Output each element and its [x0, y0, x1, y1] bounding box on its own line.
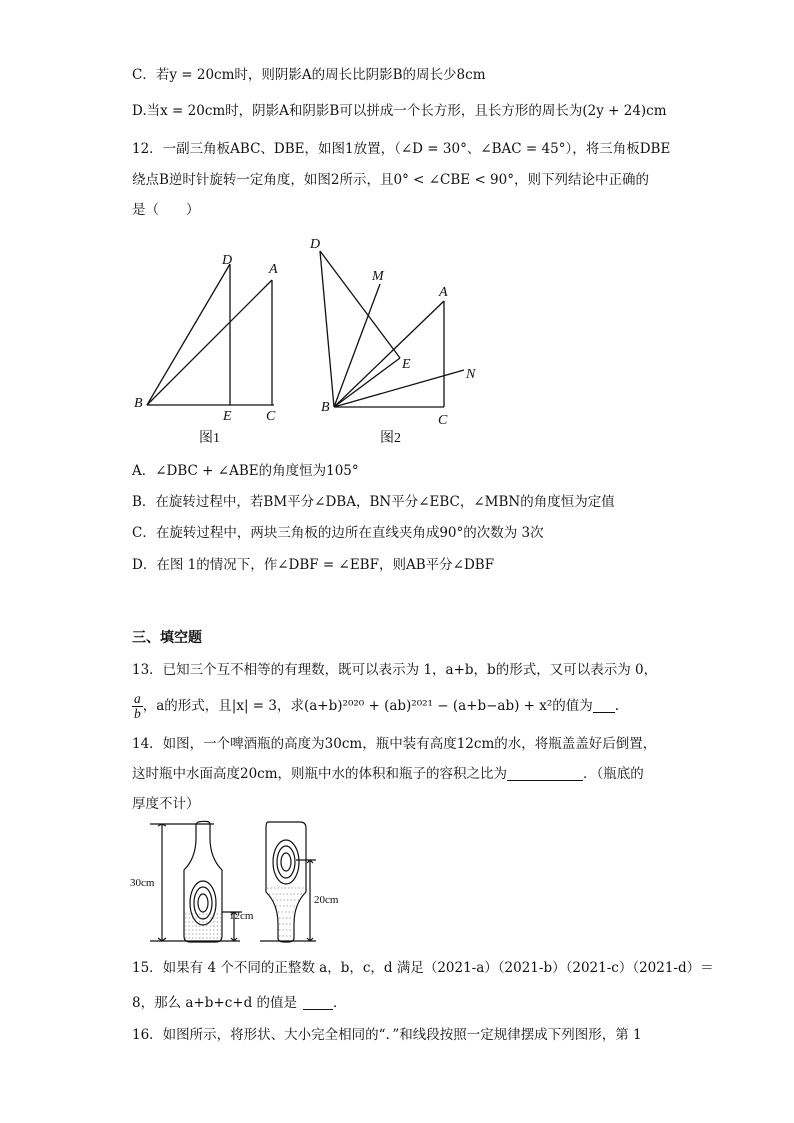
q12-option-c: C．在旋转过程中，两块三角板的边所在直线夹角成90°的次数为 3次: [132, 525, 544, 541]
fig2-label-d: D: [310, 237, 321, 252]
fig1-label-e: E: [223, 409, 232, 424]
q11-option-d: D.当x = 20cm时，阴影A和阴影B可以拼成一个长方形，且长方形的周长为(2y + 24)cm: [132, 103, 667, 119]
fig1-label-d: D: [222, 253, 233, 268]
q14-line2: [132, 764, 644, 784]
q11-option-c: C．若y = 20cm时，则阴影A的周长比阴影B的周长少8cm: [132, 67, 486, 83]
bottle1-water-label: 12cm: [229, 910, 254, 922]
q13-fraction-denominator: b: [134, 706, 141, 721]
fig2-label-m: M: [372, 269, 384, 284]
q12-stem-line1: 12．一副三角板ABC、DBE，如图1放置，（∠D = 30°、∠BAC = 45°），将三角板DBE: [132, 141, 671, 157]
section-heading-fill-blank: 三、填空题: [132, 630, 202, 646]
fig1-label-c: C: [266, 409, 276, 424]
q15-answer-blank[interactable]: [303, 995, 333, 1010]
q15-line2-end: ．: [333, 995, 347, 1011]
q16-line1: 16．如图所示，将形状、大小完全相同的“．”和线段按照一定规律摆成下列图形，第 1: [132, 1027, 642, 1043]
bottle2-water-label: 20cm: [314, 894, 339, 906]
q12-stem-line2: 绕点B逆时针旋转一定角度，如图2所示，且0° < ∠CBE < 90°，则下列结论中正确的: [132, 172, 649, 188]
q13-line2: [132, 691, 619, 721]
q15-line2-text: 8，那么 a+b+c+d 的值是: [132, 995, 297, 1011]
q13-fraction-numerator: a: [134, 691, 141, 706]
q12-option-a: A．∠DBC + ∠ABE的角度恒为105°: [132, 463, 359, 479]
q14-line2-text: 这时瓶中水面高度20cm，则瓶中水的体积和瓶子的容积之比为: [132, 766, 508, 782]
q15-line2: [132, 993, 347, 1013]
fig1-label-a: A: [269, 262, 278, 277]
q12-option-d: D．在图 1的情况下，作∠DBF = ∠EBF，则AB平分∠DBF: [132, 557, 495, 573]
fig2-label-c: C: [438, 413, 448, 428]
figure-beer-bottles: [130, 818, 350, 948]
q14-line3: 厚度不计）: [132, 796, 200, 812]
q13-line2-end: .: [614, 698, 620, 714]
q14-line1: 14．如图，一个啤酒瓶的高度为30cm，瓶中装有高度12cm的水，将瓶盖盖好后倒置，: [132, 736, 657, 752]
fig1-label-b: B: [134, 396, 143, 411]
fig2-label-n: N: [466, 367, 476, 382]
q14-answer-blank[interactable]: [507, 766, 583, 781]
q13-answer-blank[interactable]: [593, 698, 615, 713]
fig2-label-e: E: [402, 357, 411, 372]
figure-2-rotated-triangles: [304, 234, 484, 444]
bottle1-height-label: 30cm: [130, 877, 155, 889]
q12-stem-line3: 是（ ）: [132, 202, 200, 218]
fig1-caption: 图1: [199, 431, 220, 446]
fig2-label-b: B: [321, 400, 330, 415]
fig2-label-a: A: [439, 285, 448, 300]
q13-line2-text: ，a的形式，且|x| = 3，求(a+b)²⁰²⁰ + (ab)²⁰²¹ − (a+b−ab) + x²的值为: [142, 698, 593, 714]
q14-line2-end: ．（瓶底的: [583, 766, 644, 782]
q13-line1: 13．已知三个互不相等的有理数，既可以表示为 1，a+b，b的形式，又可以表示为 0，: [132, 662, 658, 678]
fig2-caption: 图2: [380, 431, 401, 446]
figure-1-triangles: [132, 240, 302, 450]
q12-option-b: B．在旋转过程中，若BM平分∠DBA，BN平分∠EBC，∠MBN的角度恒为定值: [132, 494, 615, 510]
q15-line1: 15．如果有 4 个不同的正整数 a，b，c，d 满足（2021-a）（2021-b）（2021-c）（2021-d）＝: [132, 960, 714, 976]
q13-fraction: [132, 692, 143, 721]
